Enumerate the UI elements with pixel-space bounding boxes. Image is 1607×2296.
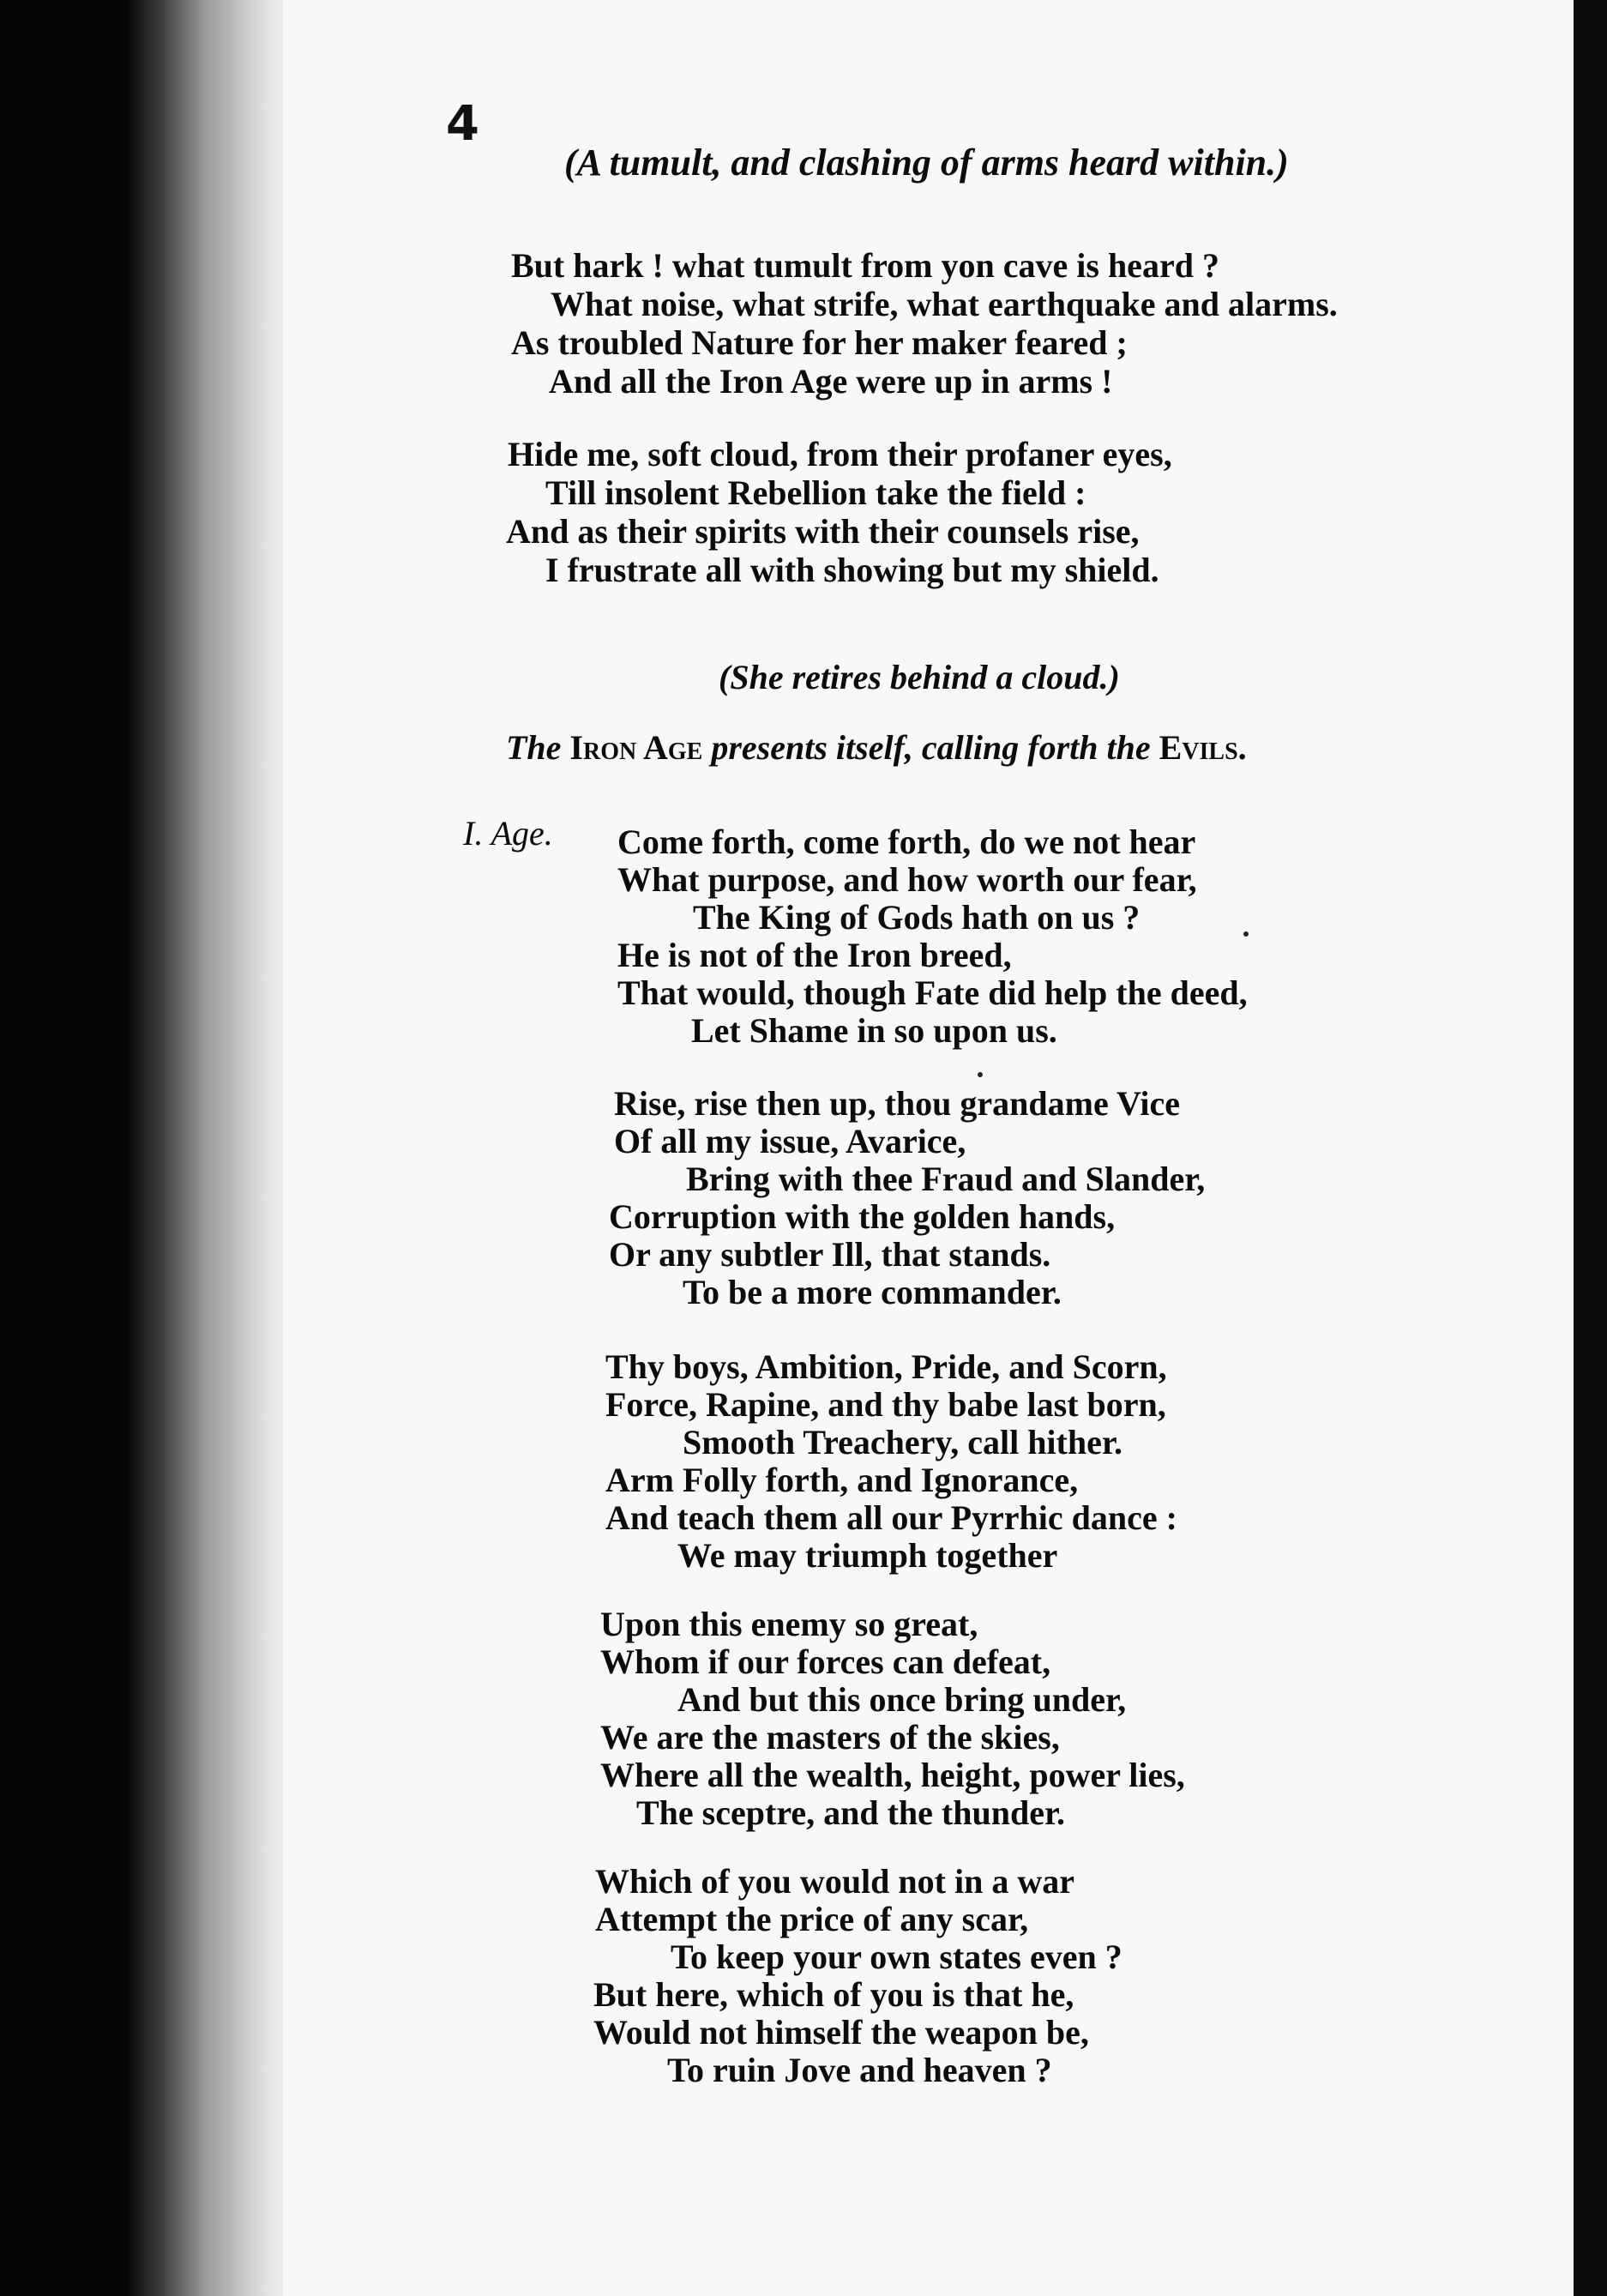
speaker-label: I. Age.	[463, 814, 553, 853]
verse-line: What noise, what strife, what earthquake and alarms.	[551, 285, 1338, 323]
verse-line: Corruption with the golden hands,	[609, 1197, 1116, 1236]
verse-line: He is not of the Iron breed,	[617, 936, 1012, 974]
verse-line: To be a more commander.	[683, 1273, 1062, 1311]
verse-line: Force, Rapine, and thy babe last born,	[605, 1385, 1166, 1424]
verse-line: Hide me, soft cloud, from their profaner eyes,	[508, 435, 1172, 473]
direction-part: presents itself, calling forth the	[711, 728, 1151, 767]
verse-line: Which of you would not in a war	[595, 1862, 1074, 1901]
direction-character: Evils.	[1159, 728, 1247, 767]
verse-line: Arm Folly forth, and Ignorance,	[605, 1461, 1079, 1499]
verse-line: Come forth, come forth, do we not hear	[617, 823, 1196, 861]
verse-line: Whom if our forces can defeat,	[600, 1642, 1051, 1681]
verse-line: But here, which of you is that he,	[593, 1975, 1074, 2014]
direction-character: Iron Age	[569, 728, 703, 767]
verse-line: Upon this enemy so great,	[600, 1605, 978, 1643]
verse-line: Bring with thee Fraud and Slander,	[686, 1160, 1206, 1198]
verse-line: That would, though Fate did help the deed,	[617, 973, 1248, 1012]
verse-line: We are the masters of the skies,	[600, 1718, 1060, 1757]
verse-line: I frustrate all with showing but my shield.	[545, 551, 1159, 589]
verse-line: To ruin Jove and heaven ?	[667, 2051, 1052, 2089]
verse-line: As troubled Nature for her maker feared ;	[511, 323, 1128, 362]
ink-speck	[1243, 931, 1249, 937]
direction-part: The	[506, 728, 562, 767]
verse-line: Let Shame in so upon us.	[691, 1011, 1057, 1050]
verse-line: We may triumph together	[677, 1536, 1058, 1575]
verse-line: And all the Iron Age were up in arms !	[549, 362, 1113, 401]
page-number: 4	[446, 96, 479, 152]
verse-line: Smooth Treachery, call hither.	[683, 1423, 1122, 1461]
verse-line: Attempt the price of any scar,	[595, 1900, 1029, 1938]
verse-line: The sceptre, and the thunder.	[636, 1793, 1066, 1832]
verse-line: And teach them all our Pyrrhic dance :	[605, 1498, 1177, 1537]
verse-line: The King of Gods hath on us ?	[693, 898, 1141, 937]
verse-line: And but this once bring under,	[677, 1680, 1127, 1719]
ink-speck	[978, 1072, 983, 1077]
verse-line: Or any subtler Ill, that stands.	[609, 1235, 1051, 1274]
verse-line: Till insolent Rebellion take the field :	[545, 473, 1086, 512]
verse-line: To keep your own states even ?	[671, 1937, 1122, 1976]
stage-direction-retires: (She retires behind a cloud.)	[719, 658, 1120, 696]
verse-line: And as their spirits with their counsels rise,	[506, 512, 1140, 551]
verse-line: Rise, rise then up, thou grandame Vice	[614, 1084, 1180, 1123]
stage-direction-tumult: (A tumult, and clashing of arms heard within.)	[564, 142, 1289, 184]
verse-line: But hark ! what tumult from yon cave is heard ?	[511, 246, 1219, 285]
stage-direction-iron-age	[506, 729, 1247, 767]
verse-line: Thy boys, Ambition, Pride, and Scorn,	[605, 1347, 1167, 1386]
verse-line: Where all the wealth, height, power lies,	[600, 1756, 1185, 1794]
verse-line: Of all my issue, Avarice,	[614, 1122, 966, 1160]
verse-line: Would not himself the weapon be,	[593, 2013, 1089, 2052]
verse-line: What purpose, and how worth our fear,	[617, 860, 1197, 899]
